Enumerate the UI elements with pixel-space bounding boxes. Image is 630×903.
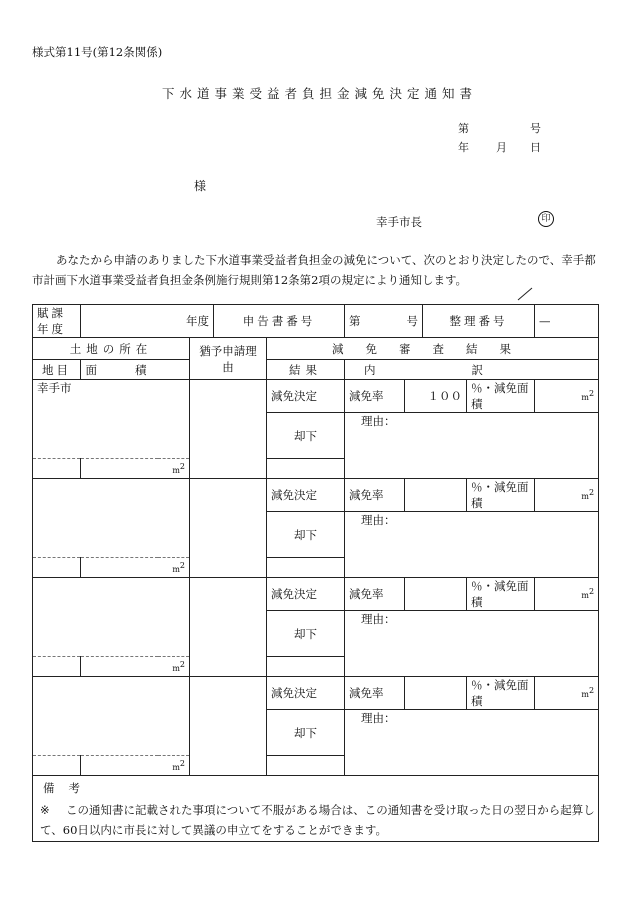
review-result-header: 減免審査結果 (267, 338, 599, 360)
seal-mark (538, 211, 554, 227)
reject-spacer-2 (267, 558, 345, 578)
rate-value-2[interactable] (405, 479, 467, 512)
land-category-cell-1[interactable] (33, 459, 81, 479)
reason-cell-3[interactable] (345, 611, 599, 677)
land-location-cell-4[interactable] (33, 677, 190, 756)
rejected-label-3: 却下 (267, 611, 345, 657)
deferment-reason-cell-1[interactable] (190, 380, 267, 479)
land-area-unit-2: m (172, 564, 180, 574)
rate-unit-and-area-label-3 (467, 578, 535, 611)
fiscal-year-unit: 年度 (186, 314, 210, 328)
issue-month: 月 (496, 141, 507, 154)
land-location-cell-2[interactable] (33, 479, 190, 558)
footnote (40, 800, 610, 840)
area-reduced-label-1: ・減免面積 (471, 381, 529, 411)
land-area-unit-sup-2: 2 (179, 560, 185, 570)
area-unit-2: m (581, 492, 589, 501)
addressee-suffix: 様 (194, 179, 207, 193)
header-row-1 (33, 338, 599, 360)
report-number-suffix: 号 (406, 314, 419, 328)
land-category-cell-2[interactable] (33, 558, 81, 578)
rejected-label-2: 却下 (267, 512, 345, 558)
deferment-reason-cell-3[interactable] (190, 578, 267, 677)
header-row-2 (33, 360, 599, 380)
area-unit-sup-4: 2 (588, 686, 595, 695)
document-title: 下水道事業受益者負担金減免決定通知書 (162, 86, 478, 101)
reject-spacer-4 (267, 756, 345, 776)
area-reduced-value-1[interactable] (535, 380, 599, 413)
fiscal-year-field[interactable] (81, 305, 214, 338)
area-cell-2[interactable] (81, 558, 190, 578)
area-reduced-label-3: ・減免面積 (471, 579, 529, 609)
area-cell-4[interactable] (81, 756, 190, 776)
land-category-cell-3[interactable] (33, 657, 81, 677)
rate-label-3: 減免率 (345, 578, 405, 611)
record-block-3-decision (33, 578, 599, 611)
rate-value-3[interactable] (405, 578, 467, 611)
area-header: 面積 (81, 360, 190, 380)
land-category-cell-4[interactable] (33, 756, 81, 776)
rate-label-2: 減免率 (345, 479, 405, 512)
approved-label-2: 減免決定 (267, 479, 345, 512)
report-number-prefix: 第 (349, 314, 361, 328)
record-block-2-decision (33, 479, 599, 512)
reason-label-1: 理由： (361, 414, 396, 428)
percent-sign-4: ％ (471, 678, 483, 692)
area-unit-sup-1: 2 (588, 389, 595, 398)
land-category-header: 地目 (33, 360, 81, 380)
result-header: 結果 (267, 360, 345, 380)
area-unit-sup-2: 2 (588, 488, 595, 497)
area-reduced-label-2: ・減免面積 (471, 480, 529, 510)
details-header: 内訳 (345, 360, 599, 380)
reason-label-3: 理由： (361, 612, 396, 626)
remarks-label: 備考 (43, 781, 94, 795)
reference-number-value: — (535, 305, 599, 338)
reason-cell-1[interactable] (345, 413, 599, 479)
land-area-unit-1: m (172, 465, 180, 475)
record-block-4-decision (33, 677, 599, 710)
approved-label-4: 減免決定 (267, 677, 345, 710)
area-reduced-label-4: ・減免面積 (471, 678, 529, 708)
footnote-mark: ※ (40, 803, 50, 817)
rate-label-1: 減免率 (345, 380, 405, 413)
land-area-unit-4: m (172, 762, 180, 772)
rate-value-1[interactable]: １００ (405, 380, 467, 413)
deferment-reason-cell-2[interactable] (190, 479, 267, 578)
land-area-unit-3: m (172, 663, 180, 673)
report-number-label: 申告書番号 (214, 305, 345, 338)
land-location-value-1: 幸手市 (37, 381, 72, 395)
reference-number-label: 整理番号 (423, 305, 535, 338)
approved-label-1: 減免決定 (267, 380, 345, 413)
rate-value-4[interactable] (405, 677, 467, 710)
reduction-table (32, 304, 599, 842)
report-number-field[interactable] (345, 305, 423, 338)
rate-unit-and-area-label-2 (467, 479, 535, 512)
rejected-label-1: 却下 (267, 413, 345, 459)
slash-mark (516, 286, 536, 302)
area-unit-3: m (581, 591, 589, 600)
issue-year: 年 (458, 141, 469, 154)
percent-sign-1: ％ (471, 381, 483, 395)
reject-spacer-1 (267, 459, 345, 479)
reason-label-4: 理由： (361, 711, 396, 725)
land-area-unit-sup-4: 2 (179, 758, 185, 768)
reject-spacer-3 (267, 657, 345, 677)
issue-day: 日 (530, 141, 541, 154)
land-location-cell-1[interactable] (33, 380, 190, 459)
area-unit-1: m (581, 393, 589, 402)
area-cell-1[interactable] (81, 459, 190, 479)
land-location-header: 土地の所在 (33, 338, 190, 360)
percent-sign-3: ％ (471, 579, 483, 593)
land-location-cell-3[interactable] (33, 578, 190, 657)
area-cell-3[interactable] (81, 657, 190, 677)
record-block-1-decision (33, 380, 599, 413)
rate-unit-and-area-label-1 (467, 380, 535, 413)
percent-sign-2: ％ (471, 480, 483, 494)
land-area-unit-sup-1: 2 (179, 461, 185, 471)
issue-number-prefix: 第 (458, 122, 469, 135)
issue-number-suffix: 号 (530, 122, 541, 135)
rejected-label-4: 却下 (267, 710, 345, 756)
fiscal-year-label: 賦課年度 (33, 305, 81, 338)
area-unit-sup-3: 2 (588, 587, 595, 596)
issuer-name: 幸手市長 (376, 215, 422, 229)
area-reduced-value-3[interactable] (535, 578, 599, 611)
land-area-unit-sup-3: 2 (179, 659, 185, 669)
area-unit-4: m (581, 690, 589, 699)
deferment-reason-header: 猶予申請理由 (190, 338, 267, 380)
rate-unit-and-area-label-4 (467, 677, 535, 710)
rate-label-4: 減免率 (345, 677, 405, 710)
reason-cell-4[interactable] (345, 710, 599, 776)
reason-cell-2[interactable] (345, 512, 599, 578)
notice-body: あなたから申請のありました下水道事業受益者負担金の減免について、次のとおり決定したので、幸手都市計画下水道事業受益者負担金条例施行規則第12条第2項の規定により通知します。 (32, 253, 596, 287)
fiscal-year-row (33, 305, 599, 338)
deferment-reason-cell-4[interactable] (190, 677, 267, 776)
area-reduced-value-4[interactable] (535, 677, 599, 710)
approved-label-3: 減免決定 (267, 578, 345, 611)
form-number: 様式第11号(第12条関係) (32, 45, 163, 59)
seal-text: 印 (541, 214, 551, 224)
area-reduced-value-2[interactable] (535, 479, 599, 512)
reason-label-2: 理由： (361, 513, 396, 527)
footnote-text: この通知書に記載された事項について不服がある場合は、この通知書を受け取った日の翌日から起算して、60日以内に市長に対して異議の申立てをすることができます。 (40, 803, 595, 837)
